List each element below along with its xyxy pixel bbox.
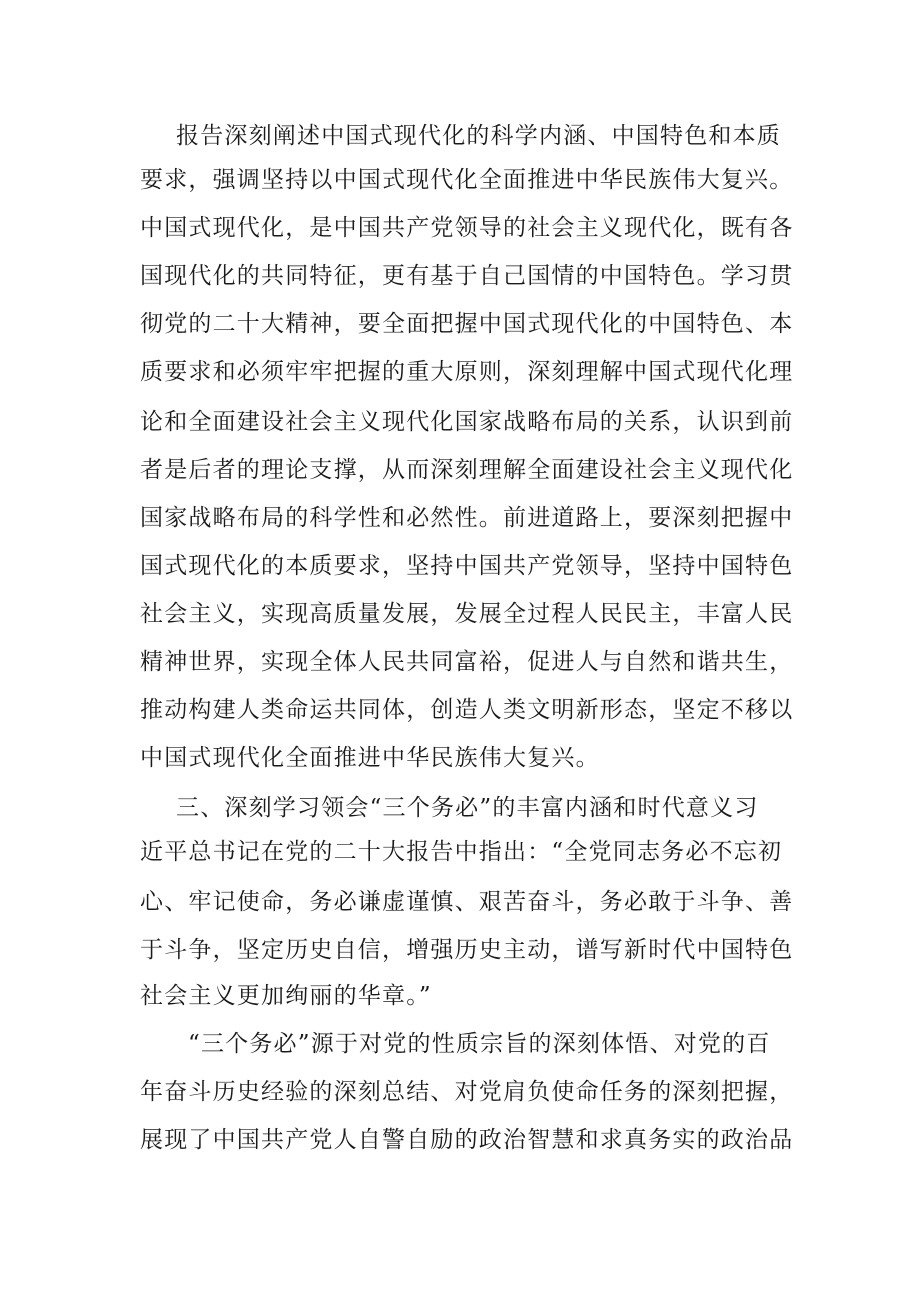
- body-text-line: 心、牢记使命，务必谦虚谨慎、艰苦奋斗，务必敢于斗争、善: [140, 889, 794, 915]
- body-text-line: 论和全面建设社会主义现代化国家战略布局的关系，认识到前: [140, 409, 794, 435]
- body-text-line: 中国式现代化全面推进中华民族伟大复兴。: [140, 745, 600, 771]
- body-text-line: 推动构建人类命运共同体，创造人类文明新形态，坚定不移以: [140, 697, 794, 723]
- body-text-line: 要求，强调坚持以中国式现代化全面推进中华民族伟大复兴。: [140, 167, 794, 193]
- body-text-line: “三个务必”源于对党的性质宗旨的深刻体悟、对党的百: [188, 1031, 771, 1057]
- section-heading-line: 三、深刻学习领会“三个务必”的丰富内涵和时代意义习: [176, 795, 759, 821]
- body-text-line: 报告深刻阐述中国式现代化的科学内涵、中国特色和本质: [176, 123, 781, 149]
- body-text-line: 国家战略布局的科学性和必然性。前进道路上，要深刻把握中: [140, 505, 794, 531]
- body-text-line: 中国式现代化，是中国共产党领导的社会主义现代化，既有各: [140, 215, 794, 241]
- body-text-line: 质要求和必须牢牢把握的重大原则，深刻理解中国式现代化理: [140, 359, 794, 385]
- body-text-line: 彻党的二十大精神，要全面把握中国式现代化的中国特色、本: [140, 311, 794, 337]
- body-text-line: 精神世界，实现全体人民共同富裕，促进人与自然和谐共生，: [140, 649, 794, 675]
- body-text-line: 社会主义更加绚丽的华章。”: [140, 983, 432, 1009]
- body-text-line: 年奋斗历史经验的深刻总结、对党肩负使命任务的深刻把握，: [140, 1079, 794, 1105]
- body-text-line: 近平总书记在党的二十大报告中指出：“全党同志务必不忘初: [140, 839, 783, 865]
- body-text-line: 者是后者的理论支撑，从而深刻理解全面建设社会主义现代化: [140, 457, 794, 483]
- body-text-line: 展现了中国共产党人自警自励的政治智慧和求真务实的政治品: [140, 1127, 794, 1153]
- body-text-line: 国式现代化的本质要求，坚持中国共产党领导，坚持中国特色: [140, 553, 794, 579]
- body-text-line: 于斗争，坚定历史自信，增强历史主动，谱写新时代中国特色: [140, 937, 794, 963]
- body-text-line: 社会主义，实现高质量发展，发展全过程人民民主，丰富人民: [140, 601, 794, 627]
- body-text-line: 国现代化的共同特征，更有基于自己国情的中国特色。学习贯: [140, 263, 794, 289]
